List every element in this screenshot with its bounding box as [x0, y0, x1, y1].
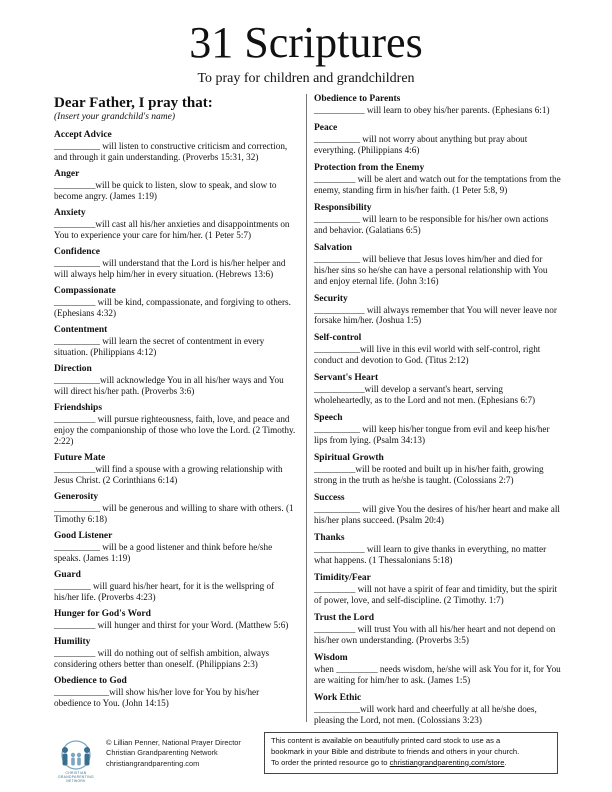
scripture-title: Obedience to God	[54, 676, 127, 686]
store-link[interactable]: christiangrandparenting.com/store	[389, 757, 505, 767]
prayer-heading: Dear Father, I pray that:	[54, 95, 213, 111]
notice-prefix: To order the printed resource go to	[271, 757, 390, 767]
notice-line: This content is available on beautifully printed card stock to use as a	[271, 736, 501, 745]
scripture-text: ________ will guard his/her heart, for it is the wellspring of his/her life. (Proverbs 4:23)	[54, 580, 275, 602]
scripture-title: Trust the Lord	[314, 612, 374, 623]
scripture-text: __________will live in this evil world with self-control, right conduct and devotion to God. (Titus 2:12)	[314, 344, 541, 366]
scripture-entry	[54, 169, 298, 202]
column-divider	[306, 94, 307, 722]
notice-line: bookmark in your Bible and distribute to friends and others in your church.	[271, 746, 520, 756]
scripture-title: Accept Advice	[54, 130, 112, 140]
scripture-text: _________ will be kind, compassionate, and forgiving to others. (Ephesians 4:32)	[54, 297, 291, 318]
scripture-text: ___________ will always remember that You will never leave nor forsake him/her. (Joshua 1:5)	[314, 304, 557, 326]
scripture-entry	[314, 413, 562, 446]
scripture-title: Timidity/Fear	[314, 572, 371, 583]
right-column	[314, 94, 562, 733]
scripture-title: Good Listener	[54, 530, 113, 541]
scripture-title: Security	[314, 293, 348, 304]
scripture-entry	[314, 333, 562, 366]
scripture-title: Protection from the Enemy	[314, 162, 425, 173]
scripture-title: Contentment	[54, 325, 108, 335]
scripture-title: Future Mate	[54, 452, 106, 463]
scripture-entry	[314, 613, 562, 646]
scripture-title: Speech	[314, 413, 343, 424]
scripture-text: __________ will not worry about anything but pray about everything. (Philippians 4:6)	[314, 134, 528, 155]
scripture-text: ___________ will learn to give thanks in everything, no matter what happens. (1 Thessalonians 5:18)	[314, 543, 547, 565]
credit-website-link[interactable]: christiangrandparenting.com	[106, 758, 200, 768]
scripture-entry	[314, 94, 562, 116]
scripture-entry	[314, 163, 562, 196]
scripture-title: Success	[314, 493, 345, 504]
scripture-entry	[314, 653, 562, 686]
scripture-text: _________ will hunger and thirst for your Word. (Matthew 5:6)	[54, 619, 289, 630]
credit-organization: Christian Grandparenting Network	[106, 748, 218, 758]
scripture-text: ____________will show his/her love for You by his/her obedience to You. (John 14:15)	[54, 687, 260, 708]
scripture-entry	[54, 364, 298, 397]
scripture-title: Generosity	[54, 491, 99, 502]
scripture-text: __________ will keep his/her tongue from evil and keep his/her lips from lying. (Psalm 34:13)	[314, 424, 550, 446]
scripture-entry	[314, 533, 562, 566]
scripture-text: __________ will be generous and willing to share with others. (1 Timothy 6:18)	[54, 502, 294, 524]
scripture-title: Salvation	[314, 242, 353, 253]
scripture-entry	[54, 570, 298, 603]
scripture-entry	[314, 693, 562, 726]
scripture-text: ___________will develop a servant's heart, serving wholeheartedly, as to the Lord and not men. (Ephesians 6:7)	[314, 384, 536, 406]
scripture-entry	[314, 294, 562, 327]
scripture-text: _________ will pursue righteousness, faith, love, and peace and enjoy the companionship of those who love the Lord. (2 Timothy. 2:22)	[54, 414, 296, 446]
scripture-title: Responsibility	[314, 202, 372, 213]
scripture-title: Self-control	[314, 333, 362, 344]
logo-caption: CHRISTIAN GRANDPARENTING NETWORK	[58, 771, 94, 783]
scripture-title: Work Ethic	[314, 692, 362, 703]
scripture-text: _________will be quick to listen, slow to speak, and slow to become angry. (James 1:19)	[54, 180, 277, 201]
scripture-text: __________ will give You the desires of his/her heart and make all his/her plans succeed. (Psalm 20:4)	[314, 504, 560, 525]
scripture-title: Compassionate	[54, 286, 116, 296]
scripture-text: __________ will listen to constructive criticism and correction, and through it gain understanding. (Proverbs 15:31, 32)	[54, 141, 288, 162]
scripture-title: Guard	[54, 569, 81, 580]
scripture-text: __________ will understand that the Lord is his/her helper and will always help him/her in every situation. (Hebrews 13:6)	[54, 258, 286, 279]
scripture-text: when _________ needs wisdom, he/she will ask You for it, for You are waiting for him/her to ask. (James 1:5)	[314, 663, 561, 685]
scripture-entry	[314, 203, 562, 236]
scripture-entry	[54, 676, 298, 709]
scripture-text: _________will cast all his/her anxieties and disappointments on You to experience your care for him/her. (1 Peter 5:7)	[54, 219, 290, 240]
scripture-entry	[54, 453, 298, 486]
scripture-entry	[54, 492, 298, 525]
scripture-entry	[314, 453, 562, 486]
scripture-text: __________ will learn to be responsible for his/her own actions and behavior. (Galatians 6:5)	[314, 213, 549, 235]
footer-credit	[106, 738, 266, 769]
scripture-entry	[54, 130, 298, 163]
scripture-entry	[314, 123, 562, 156]
scripture-title: Servant's Heart	[314, 373, 379, 384]
scripture-title: Hunger for God's Word	[54, 608, 151, 619]
scripture-title: Anxiety	[54, 208, 86, 218]
scripture-title: Thanks	[314, 532, 345, 543]
scripture-entry	[54, 286, 298, 319]
order-notice-box	[264, 732, 558, 774]
scripture-entry	[314, 243, 562, 287]
scripture-entry	[54, 208, 298, 241]
scripture-title: Friendships	[54, 403, 103, 413]
page-subtitle: To pray for children and grandchildren	[197, 71, 415, 86]
scripture-text: _________ will not have a spirit of fear and timidity, but the spirit of power, love, and self-discipline. (2 Timothy. 1:7)	[314, 583, 558, 605]
scripture-text: _________will find a spouse with a growing relationship with Jesus Christ. (2 Corinthians 6:14)	[54, 463, 283, 485]
scripture-text: _________ will trust You with all his/her heart and not depend on his/her own understanding. (Proverbs 3:5)	[314, 623, 556, 645]
left-column	[54, 94, 298, 715]
scripture-title: Direction	[54, 364, 92, 374]
scripture-entry	[54, 325, 298, 358]
scripture-entry	[54, 403, 298, 447]
scripture-entry	[54, 247, 298, 280]
scripture-title: Humility	[54, 637, 91, 647]
notice-line	[271, 758, 551, 769]
scripture-title: Anger	[54, 169, 80, 179]
scripture-text: _________ will be alert and watch out for the temptations from the enemy, standing firm in his/her faith. (1 Peter 5:8, 9)	[314, 173, 561, 195]
scripture-text: __________ will be a good listener and think before he/she speaks. (James 1:19)	[54, 541, 273, 563]
scripture-text: ___________ will learn to obey his/her parents. (Ephesians 6:1)	[314, 105, 550, 115]
scripture-title: Peace	[314, 123, 338, 133]
scripture-title: Spiritual Growth	[314, 453, 384, 464]
scripture-title: Obedience to Parents	[314, 94, 401, 104]
grandparenting-logo-icon	[53, 740, 99, 774]
scripture-text: __________will acknowledge You in all his/her ways and You will direct his/her path. (Proverbs 3:6)	[54, 375, 284, 396]
prayer-instruction: (Insert your grandchild's name)	[54, 112, 176, 122]
scripture-text: __________ will believe that Jesus loves him/her and died for his/her sins so he/she can have a personal relationship with You and enjoy eternal life. (John 3:16)	[314, 253, 548, 286]
scripture-entry	[54, 637, 298, 670]
scripture-title: Wisdom	[314, 652, 348, 663]
scripture-text: __________will work hard and cheerfully at all he/she does, pleasing the Lord, not men. (Colossians 3:23)	[314, 703, 537, 725]
scripture-entry	[54, 531, 298, 564]
credit-author: © Lillian Penner, National Prayer Director	[106, 738, 241, 747]
scripture-text: __________ will learn the secret of contentment in every situation. (Philippians 4:12)	[54, 336, 265, 357]
scripture-text: _________will be rooted and built up in his/her faith, growing strong in the truth as he/she is taught. (Colossians 2:7)	[314, 464, 544, 486]
scripture-entry	[314, 493, 562, 526]
notice-suffix: .	[504, 757, 507, 767]
scripture-entry	[314, 373, 562, 406]
scripture-entry	[54, 609, 298, 631]
scripture-entry	[314, 573, 562, 606]
scripture-title: Confidence	[54, 247, 100, 257]
scripture-text: _________ will do nothing out of selfish ambition, always considering others better than oneself. (Philippians 2:3)	[54, 648, 270, 669]
page-title: 31 Scriptures	[189, 18, 423, 67]
